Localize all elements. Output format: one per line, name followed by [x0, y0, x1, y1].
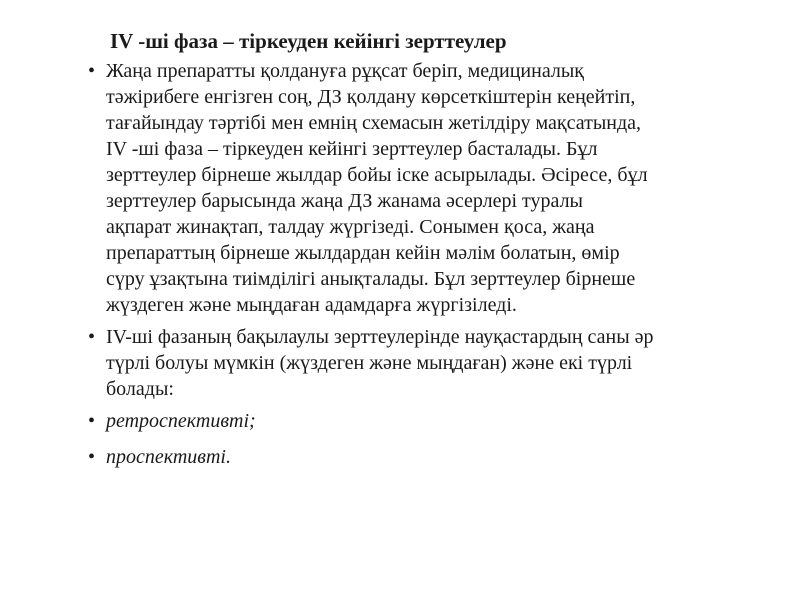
bullet-list	[88, 58, 778, 480]
bullet-item-controlled-studies	[88, 324, 778, 402]
bullet-marker: •	[88, 446, 96, 468]
text-line: зерттеулер барысында жаңа ДЗ жанама әсерлері туралы	[106, 190, 583, 212]
bullet-item-retrospective	[88, 408, 778, 434]
bullet-marker: •	[88, 326, 96, 348]
slide-title: IV -ші фаза – тіркеуден кейінгі зерттеулер	[110, 29, 507, 53]
text-line: Жаңа препаратты қолдануға рұқсат беріп, медициналық	[106, 60, 585, 82]
text-line: зерттеулер бірнеше жылдар бойы іске асырылады. Әсіресе, бұл	[106, 164, 648, 186]
bullet-item-phase-iv-description	[88, 58, 778, 318]
text-line: препараттың бірнеше жылдардан кейін мәлім болатын, өмір	[106, 242, 620, 264]
text-line: сүру ұзақтына тиімділігі анықталады. Бұл зерттеулер бірнеше	[106, 268, 636, 290]
text-line: ретроспективті;	[106, 410, 256, 432]
text-line: тәжірибеге енгізген соң, ДЗ қолдану көрсеткіштерін кеңейтіп,	[106, 86, 636, 108]
bullet-marker: •	[88, 60, 96, 82]
text-line: тағайындау тәртібі мен емнің схемасын жетілдіру мақсатында,	[106, 112, 642, 134]
bullet-item-prospective	[88, 444, 778, 470]
text-line: жүздеген және мыңдаған адамдарға жүргізіледі.	[106, 294, 517, 316]
text-line: IV -ші фаза – тіркеуден кейінгі зерттеулер басталады. Бұл	[106, 138, 598, 160]
text-line: проспективті.	[106, 446, 231, 468]
text-line: ақпарат жинақтап, талдау жүргізеді. Сонымен қоса, жаңа	[106, 216, 595, 238]
bullet-marker: •	[88, 410, 96, 432]
text-line: түрлі болуы мүмкін (жүздеген және мыңдаған) және екі түрлі	[106, 352, 633, 374]
text-line: IV-ші фазаның бақылаулы зерттеулерінде науқастардың саны әр	[106, 326, 654, 348]
text-line: болады:	[106, 378, 174, 400]
